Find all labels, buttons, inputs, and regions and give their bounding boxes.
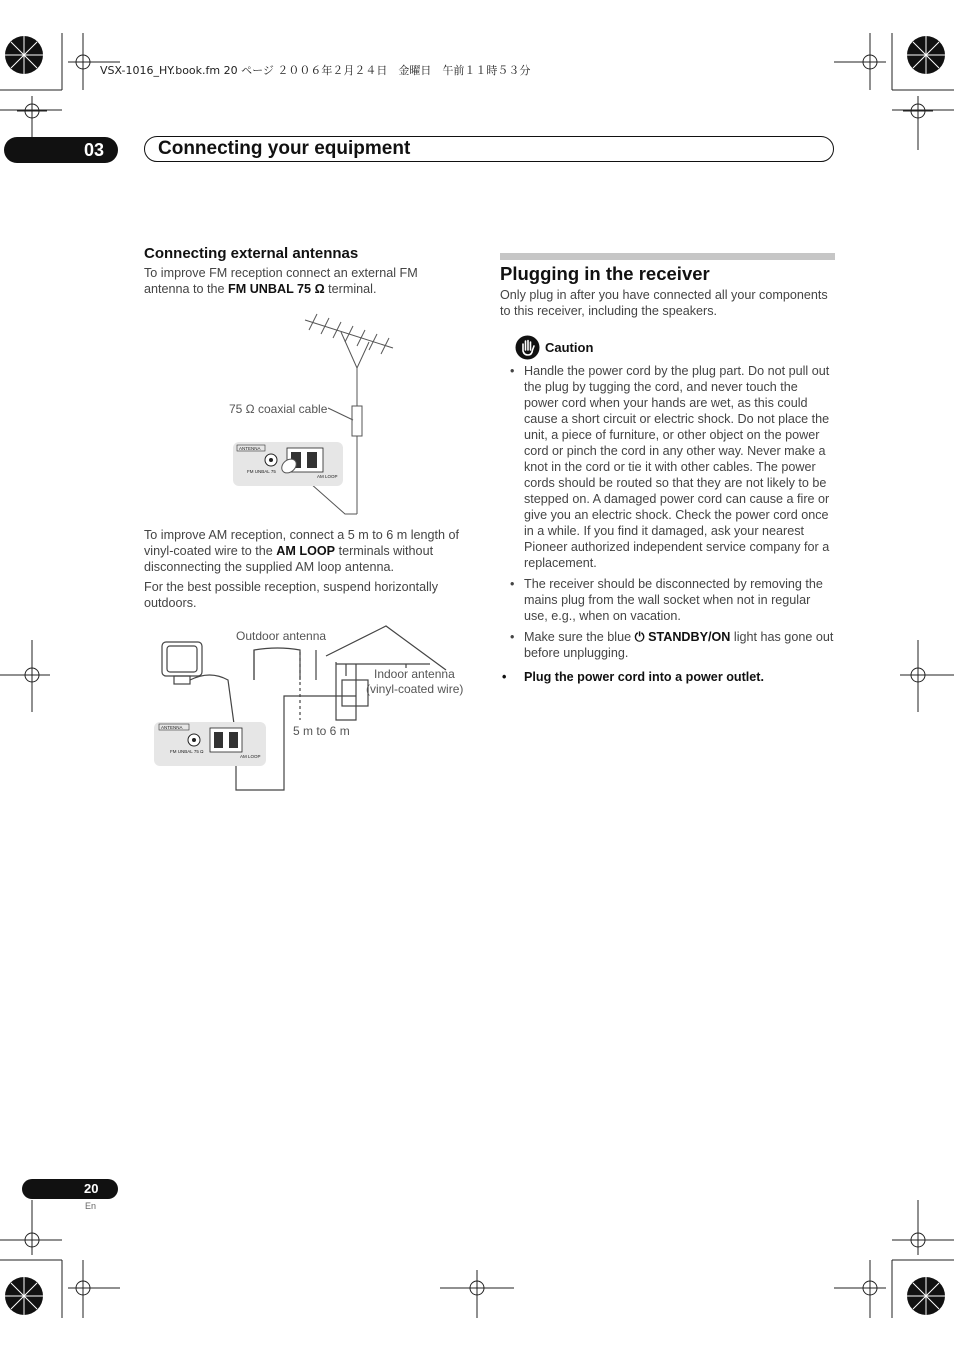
section-divider-bar xyxy=(500,253,835,260)
caution-text-2: The receiver should be disconnected by removing the mains plug from the wall socket when not in regular use, e.g., when on vacation. xyxy=(524,577,823,623)
am-paragraph xyxy=(144,527,479,575)
caution-item-disconnect xyxy=(500,576,835,624)
fm-text-c: terminal. xyxy=(324,282,377,296)
indoor-antenna-sublabel: (vinyl-coated wire) xyxy=(366,682,464,696)
coaxial-cable-label: 75 Ω coaxial cable xyxy=(229,402,328,416)
instruction-bullet-marker: • xyxy=(502,670,507,684)
caution-text-3c: light has gone out before unplugging. xyxy=(524,630,834,660)
caution-text-3a: Make sure the blue xyxy=(524,630,635,644)
section-heading-plugging: Plugging in the receiver xyxy=(500,263,710,284)
fm-paragraph xyxy=(144,265,464,297)
am-panel-fm-label: FM UNBAL 75 Ω xyxy=(170,749,204,754)
caution-title: Caution xyxy=(545,340,594,355)
file-header: VSX-1016_HY.book.fm 20 ページ ２００６年２月２４日 金曜日 午前１１時５３分 xyxy=(100,64,531,77)
chapter-title: Connecting your equipment xyxy=(158,138,411,159)
outdoor-paragraph: For the best possible reception, suspend horizontally outdoors. xyxy=(144,580,439,610)
fm-terminal-name: FM UNBAL 75 Ω xyxy=(228,282,325,296)
page-number: 20 xyxy=(84,1181,99,1196)
page-number-tab xyxy=(22,1179,118,1199)
am-panel-label: ANTENNA xyxy=(161,725,183,730)
am-terminal-name: AM LOOP xyxy=(276,544,336,558)
fm-panel-am-label: AM LOOP xyxy=(317,474,338,479)
hand-stop-icon xyxy=(515,335,540,360)
caution-list xyxy=(500,363,835,666)
fm-text-a: To improve FM reception connect an external FM antenna to the xyxy=(144,266,418,296)
standby-button-name: ⏻ STANDBY/ON xyxy=(634,630,731,644)
instruction-text: Plug the power cord into a power outlet. xyxy=(524,670,764,684)
section-heading-antennas: Connecting external antennas xyxy=(144,245,359,262)
am-text-a: To improve AM reception, connect a 5 m to 6 m length of vinyl-coated wire to the xyxy=(144,528,460,558)
indoor-antenna-label: Indoor antenna xyxy=(374,667,455,681)
caution-item-standby xyxy=(500,629,835,661)
am-text-c: terminals without disconnecting the supplied AM loop antenna. xyxy=(144,544,434,574)
wire-length-label: 5 m to 6 m xyxy=(293,724,350,738)
plugging-intro: Only plug in after you have connected all your components to this receiver, including the speakers. xyxy=(500,288,828,318)
am-panel-am-label: AM LOOP xyxy=(240,754,261,759)
fm-panel-fm-label: FM UNBAL 75 xyxy=(247,469,276,474)
fm-panel-label: ANTENNA xyxy=(239,446,261,451)
am-antenna-diagram xyxy=(150,620,480,798)
caution-text-1: Handle the power cord by the plug part. Do not pull out the plug by tugging the cord, and never touch the power cord when your hands are wet, as this could cause a short circuit or electric shock. Do not place the unit, a piece of furniture, or other object on the power cord or pinch the cord in any other way. Never make a knot in the cord or tie it with other cables. The power cords should be routed so that they are not likely to be stepped on. A damaged power cord can cause a fire or give you an electric shock. Check the power cord once in a while. If you find it damaged, ask your nearest Pioneer authorized independent service company for a replacement. xyxy=(524,364,830,570)
page-language: En xyxy=(85,1201,97,1211)
chapter-number: 03 xyxy=(84,140,105,160)
caution-item-power-cord xyxy=(500,363,835,571)
outdoor-antenna-label: Outdoor antenna xyxy=(236,629,327,643)
